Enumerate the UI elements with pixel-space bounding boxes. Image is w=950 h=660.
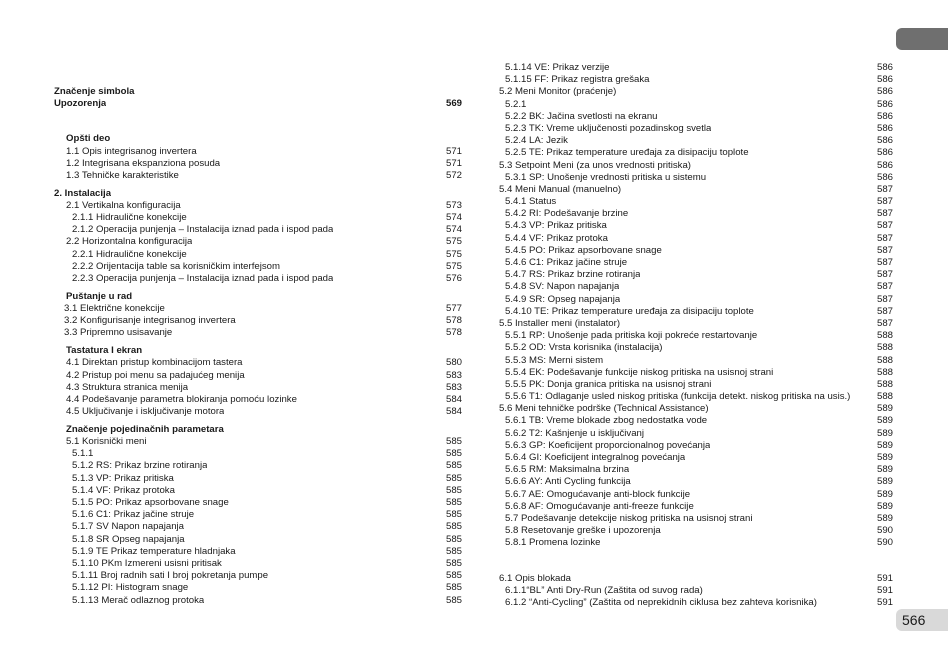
toc-entry-title: 5.8 Resetovanje greške i upozorenja	[505, 525, 661, 537]
toc-entry-title: 5.1.12 PI: Histogram snage	[72, 582, 189, 594]
toc-entry-page: 586	[876, 171, 893, 183]
toc-entry[interactable]	[499, 440, 893, 452]
toc-entry[interactable]	[54, 546, 462, 558]
toc-entry[interactable]	[54, 212, 462, 224]
toc-entry-title: 5.1.5 PO: Prikaz apsorbovane snage	[72, 497, 229, 508]
toc-entry[interactable]	[499, 294, 893, 306]
toc-entry-title: 5.4.7 RS: Prikaz brzine rotiranja	[505, 269, 641, 281]
toc-entry-page: 591	[876, 572, 893, 584]
toc-entry-page: 587	[876, 257, 893, 268]
toc-entry-page: 585	[445, 472, 462, 484]
toc-entry[interactable]	[54, 509, 462, 521]
toc-entry[interactable]	[54, 436, 462, 448]
toc-entry-page: 591	[876, 596, 893, 608]
toc-entry[interactable]	[499, 489, 893, 501]
toc-entry-page: 578	[445, 327, 462, 339]
toc-entry-page: 585	[445, 570, 462, 582]
toc-entry-title: 5.1.2 RS: Prikaz brzine rotiranja	[72, 460, 208, 472]
toc-entry-page: 586	[876, 135, 893, 147]
toc-entry[interactable]	[499, 257, 893, 269]
toc-entry-page: 587	[876, 183, 893, 195]
toc-entry[interactable]	[499, 355, 893, 367]
toc-entry[interactable]	[54, 460, 462, 472]
toc-entry[interactable]	[499, 208, 893, 220]
toc-entry[interactable]	[54, 327, 462, 339]
toc-heading[interactable]	[54, 345, 462, 357]
toc-entry-title: Upozorenja	[54, 98, 107, 110]
toc-entry-title: 5.6.8 AF: Omogućavanje anti-freeze funkcije	[505, 500, 694, 512]
toc-entry-title: 5.5.5 PK: Donja granica pritiska na usisnoj strani	[505, 378, 712, 390]
toc-entry-page: 586	[876, 110, 893, 122]
toc-entry-title: 5.5.3 MS: Merni sistem	[505, 354, 604, 366]
toc-entry[interactable]	[499, 184, 893, 196]
toc-entry-page: 585	[445, 582, 462, 594]
toc-entry[interactable]	[499, 525, 893, 537]
toc-entry-page: 587	[876, 281, 893, 293]
toc-entry[interactable]	[499, 147, 893, 159]
toc-entry-page: 589	[876, 488, 893, 500]
toc-entry[interactable]	[499, 573, 893, 585]
toc-entry-page: 589	[876, 427, 893, 439]
toc-entry-title: 5.1.11 Broj radnih sati I broj pokretanja pumpe	[72, 570, 269, 582]
toc-entry[interactable]	[499, 597, 893, 609]
toc-entry-title: 5.5.1 RP: Unošenje pada pritiska koji pokreće restartovanje	[505, 330, 758, 342]
toc-entry-title: 5.5.4 EK: Podešavanje funkcije niskog pritiska na usisnoj strani	[505, 366, 774, 378]
toc-entry-title: Opšti deo	[66, 133, 111, 145]
toc-spacer	[54, 110, 462, 133]
toc-entry[interactable]	[499, 537, 893, 549]
toc-entry-page: 587	[876, 208, 893, 220]
toc-entry[interactable]	[499, 585, 893, 597]
toc-entry-title: 5.1.14 VE: Prikaz verzije	[505, 62, 610, 73]
toc-entry-title: Značenje simbola	[54, 86, 135, 97]
toc-entry[interactable]	[54, 473, 462, 485]
toc-entry[interactable]	[499, 74, 893, 86]
toc-entry-title: 5.2.2 BK: Jačina svetlosti na ekranu	[505, 110, 658, 122]
toc-entry-title: 5.6.3 GP: Koeficijent proporcionalnog povećanja	[505, 439, 711, 451]
toc-entry-title: 5.6 Meni tehničke podrške (Technical Assistance)	[499, 403, 709, 415]
toc-entry-page: 585	[445, 533, 462, 545]
toc-entry[interactable]	[499, 330, 893, 342]
toc-entry-title: Značenje pojedinačnih parametara	[66, 423, 224, 435]
toc-entry-page: 586	[876, 147, 893, 159]
toc-entry-title: 3.2 Konfigurisanje integrisanog invertera	[64, 315, 236, 327]
toc-entry-title: 3.1 Električne konekcije	[64, 303, 165, 314]
toc-left-column	[54, 86, 462, 607]
toc-entry-title: 5.7 Podešavanje detekcije niskog pritiska na usisnoj strani	[505, 512, 753, 524]
toc-entry-page: 588	[876, 391, 893, 403]
toc-heading[interactable]	[54, 133, 462, 145]
toc-entry-title: 1.2 Integrisana ekspanziona posuda	[66, 157, 221, 169]
toc-entry-page: 585	[445, 460, 462, 472]
toc-entry-page: 569	[445, 98, 462, 110]
toc-entry-page: 587	[876, 244, 893, 256]
toc-entry[interactable]	[54, 406, 462, 418]
toc-entry-page: 587	[876, 269, 893, 281]
toc-entry-title: 4.5 Uključivanje i isključivanje motora	[66, 406, 225, 418]
toc-entry[interactable]	[54, 236, 462, 248]
toc-entry-page: 583	[445, 381, 462, 393]
toc-entry-page: 591	[876, 584, 893, 596]
toc-entry-title: 5.1.10 PKm Izmereni usisni pritisak	[72, 557, 222, 569]
toc-entry-title: 5.1.15 FF: Prikaz registra grešaka	[505, 74, 650, 86]
toc-entry-title: 5.6.5 RM: Maksimalna brzina	[505, 464, 630, 476]
toc-entry-title: 2.2.1 Hidraulične konekcije	[72, 248, 187, 260]
toc-entry-title: 5.6.2 T2: Kašnjenje u isključivanj	[505, 427, 645, 439]
toc-entry-title: 5.2 Meni Monitor (praćenje)	[499, 86, 617, 98]
toc-entry-page: 587	[876, 196, 893, 208]
toc-entry-page: 588	[876, 354, 893, 366]
toc-entry-title: 5.2.5 TE: Prikaz temperature uređaja za disipaciju toplote	[505, 147, 749, 159]
toc-entry-page: 587	[876, 220, 893, 232]
toc-entry-page: 589	[876, 403, 893, 415]
toc-entry-title: 4.4 Podešavanje parametra blokiranja pomoću lozinke	[66, 393, 297, 405]
toc-entry-page: 589	[876, 439, 893, 451]
toc-entry-title: 5.4.8 SV: Napon napajanja	[505, 281, 620, 293]
toc-entry[interactable]	[499, 233, 893, 245]
toc-entry[interactable]	[499, 452, 893, 464]
toc-entry[interactable]	[499, 281, 893, 293]
toc-entry-title: 2.2.3 Operacija punjenja – Instalacija iznad pada i ispod pada	[72, 273, 334, 285]
toc-entry[interactable]	[499, 220, 893, 232]
toc-entry-title: 5.2.3 TK: Vreme uključenosti pozadinskog svetla	[505, 122, 712, 134]
toc-entry-title: 5.2.4 LA: Jezik	[505, 135, 568, 147]
toc-entry-title: 5.4.2 RI: Podešavanje brzine	[505, 208, 629, 220]
toc-entry-title: 5.6.1 TB: Vreme blokade zbog nedostatka vode	[505, 415, 708, 427]
toc-entry-page: 584	[445, 393, 462, 405]
toc-entry[interactable]	[54, 224, 462, 236]
toc-entry-title: 5.4.3 VP: Prikaz pritiska	[505, 220, 607, 232]
toc-entry[interactable]	[499, 306, 893, 318]
toc-entry-page: 589	[876, 415, 893, 427]
toc-entry[interactable]	[54, 303, 462, 315]
toc-heading[interactable]	[54, 291, 462, 303]
toc-entry-page: 575	[445, 260, 462, 272]
toc-entry[interactable]	[499, 269, 893, 281]
toc-entry[interactable]	[499, 99, 893, 111]
toc-entry-title: 5.1 Korisnički meni	[66, 436, 147, 448]
toc-entry[interactable]	[499, 476, 893, 488]
toc-entry-page: 586	[876, 74, 893, 86]
toc-entry[interactable]	[54, 370, 462, 382]
toc-entry-title: 4.1 Direktan pristup kombinacijom tastera	[66, 357, 243, 369]
toc-heading[interactable]	[54, 188, 462, 200]
toc-entry-page: 574	[445, 224, 462, 236]
toc-entry-title: 5.4 Meni Manual (manuelno)	[499, 183, 622, 195]
toc-entry-title: 1.3 Tehničke karakteristike	[66, 169, 179, 181]
toc-entry-title: 5.1.6 C1: Prikaz jačine struje	[72, 509, 195, 521]
toc-entry-page: 585	[445, 545, 462, 557]
toc-entry-page: 575	[445, 236, 462, 248]
toc-entry-page: 589	[876, 476, 893, 488]
toc-entry[interactable]	[499, 245, 893, 257]
toc-entry[interactable]	[499, 379, 893, 391]
toc-entry-title: 5.2.1	[505, 98, 527, 110]
toc-entry-page: 574	[445, 212, 462, 224]
toc-entry[interactable]	[54, 249, 462, 261]
toc-entry-page: 585	[445, 521, 462, 533]
toc-entry[interactable]	[54, 146, 462, 158]
toc-entry[interactable]	[54, 521, 462, 533]
toc-entry[interactable]	[54, 158, 462, 170]
toc-entry[interactable]	[499, 501, 893, 513]
toc-entry-page: 585	[445, 436, 462, 448]
toc-entry-page: 587	[876, 305, 893, 317]
toc-entry[interactable]	[54, 200, 462, 212]
toc-entry[interactable]	[54, 485, 462, 497]
toc-entry[interactable]	[54, 448, 462, 460]
toc-entry-page: 571	[445, 157, 462, 169]
toc-entry-page: 585	[445, 484, 462, 496]
toc-entry[interactable]	[54, 273, 462, 285]
toc-entry[interactable]	[54, 570, 462, 582]
toc-entry-title: 1.1 Opis integrisanog invertera	[66, 145, 197, 157]
toc-entry-page: 585	[445, 594, 462, 606]
toc-entry-title: 2.1.2 Operacija punjenja – Instalacija iznad pada i ispod pada	[72, 224, 334, 236]
toc-entry-page: 588	[876, 330, 893, 342]
toc-entry[interactable]	[54, 315, 462, 327]
toc-entry-title: 4.3 Struktura stranica menija	[66, 381, 189, 393]
toc-entry-page: 587	[876, 293, 893, 305]
toc-entry[interactable]	[499, 428, 893, 440]
toc-entry-title: 5.1.8 SR Opseg napajanja	[72, 533, 185, 545]
toc-entry-title: 3.3 Pripremno usisavanje	[64, 327, 173, 339]
toc-entry[interactable]	[499, 367, 893, 379]
toc-entry-title: 5.4.5 PO: Prikaz apsorbovane snage	[505, 244, 662, 256]
toc-entry[interactable]	[499, 135, 893, 147]
toc-entry[interactable]	[499, 196, 893, 208]
toc-entry-title: 5.1.4 VF: Prikaz protoka	[72, 484, 175, 496]
toc-heading[interactable]	[54, 424, 462, 436]
toc-entry-page: 585	[445, 497, 462, 508]
toc-entry-title: 5.1.3 VP: Prikaz pritiska	[72, 472, 174, 484]
toc-entry-page: 589	[876, 452, 893, 463]
toc-entry-title: 5.6.4 GI: Koeficijent integralnog povećanja	[505, 452, 686, 463]
toc-entry-title: Tastatura I ekran	[66, 345, 143, 357]
chapter-tab-marker	[896, 28, 948, 50]
toc-entry-title: 2.1.1 Hidraulične konekcije	[72, 212, 187, 224]
toc-entry-page: 588	[876, 378, 893, 390]
toc-entry-title: 5.1.9 TE Prikaz temperature hladnjaka	[72, 545, 236, 557]
toc-entry-page: 577	[445, 303, 462, 314]
toc-heading[interactable]	[54, 86, 462, 98]
toc-entry[interactable]	[54, 261, 462, 273]
toc-entry-page: 587	[876, 232, 893, 244]
toc-entry-title: 5.8.1 Promena lozinke	[505, 537, 601, 549]
toc-entry-page: 586	[876, 98, 893, 110]
toc-entry[interactable]	[54, 497, 462, 509]
toc-entry-title: 5.1.13 Merač odlaznog protoka	[72, 594, 205, 606]
toc-entry[interactable]	[54, 170, 462, 182]
toc-heading[interactable]	[54, 98, 462, 110]
toc-entry-page: 585	[445, 448, 462, 460]
toc-entry[interactable]	[499, 464, 893, 476]
toc-entry-title: Puštanje u rad	[66, 290, 133, 302]
toc-entry[interactable]	[499, 172, 893, 184]
toc-entry-page: 587	[876, 317, 893, 329]
toc-entry-page: 572	[445, 169, 462, 181]
toc-entry-page: 589	[876, 512, 893, 524]
toc-entry-title: 5.4.10 TE: Prikaz temperature uređaja za disipaciju toplote	[505, 305, 754, 317]
toc-entry-title: 2.1 Vertikalna konfiguracija	[66, 199, 181, 211]
toc-entry[interactable]	[499, 342, 893, 354]
toc-entry-title: 2.2.2 Orijentacija table sa korisničkim interfejsom	[72, 260, 280, 272]
toc-entry[interactable]	[54, 582, 462, 594]
toc-entry-title: 2.2 Horizontalna konfiguracija	[66, 236, 193, 248]
toc-entry-page: 588	[876, 366, 893, 378]
toc-entry[interactable]	[499, 111, 893, 123]
toc-entry-page: 583	[445, 369, 462, 381]
toc-entry-page: 590	[876, 525, 893, 537]
toc-entry-title: 5.5 Installer meni (instalator)	[499, 317, 621, 329]
toc-spacer	[499, 550, 893, 573]
toc-entry-title: 5.1.1	[72, 448, 94, 460]
toc-entry[interactable]	[499, 403, 893, 415]
toc-entry[interactable]	[54, 357, 462, 369]
toc-entry[interactable]	[499, 123, 893, 135]
toc-entry[interactable]	[499, 86, 893, 98]
toc-entry-page: 584	[445, 406, 462, 418]
toc-entry-page: 580	[445, 357, 462, 369]
toc-entry-page: 575	[445, 248, 462, 260]
toc-entry-title: 5.6.6 AY: Anti Cycling funkcija	[505, 476, 631, 488]
toc-entry-page: 586	[876, 86, 893, 98]
page-number: 566	[896, 609, 948, 631]
toc-entry-title: 5.4.4 VF: Prikaz protoka	[505, 232, 608, 244]
toc-entry-title: 5.4.1 Status	[505, 196, 557, 208]
toc-entry[interactable]	[499, 513, 893, 525]
toc-entry-page: 585	[445, 509, 462, 521]
toc-entry[interactable]	[54, 534, 462, 546]
toc-entry-page: 578	[445, 315, 462, 327]
toc-entry-title: 6.1.2 “Anti-Cycling” (Zaštita od neprekidnih ciklusa bez zahteva korisnika)	[505, 596, 817, 608]
toc-entry-title: 5.5.6 T1: Odlaganje usled niskog pritiska (funkcija detekt. niskog pritiska na usis.)	[505, 391, 851, 403]
toc-entry[interactable]	[499, 318, 893, 330]
toc-entry-title: 6.1.1“BL” Anti Dry-Run (Zaštita od suvog rada)	[505, 584, 703, 596]
toc-entry[interactable]	[54, 382, 462, 394]
toc-entry-page: 589	[876, 464, 893, 476]
toc-entry-page: 590	[876, 537, 893, 549]
toc-entry-title: 5.4.9 SR: Opseg napajanja	[505, 293, 621, 305]
toc-right-column	[499, 62, 893, 609]
toc-entry-title: 5.5.2 OD: Vrsta korisnika (instalacija)	[505, 342, 663, 354]
toc-entry-title: 5.1.7 SV Napon napajanja	[72, 521, 185, 533]
toc-entry-page: 586	[876, 122, 893, 134]
toc-entry-title: 5.4.6 C1: Prikaz jačine struje	[505, 257, 628, 268]
toc-entry[interactable]	[54, 595, 462, 607]
toc-entry-title: 4.2 Pristup poi menu sa padajućeg menija	[66, 369, 245, 381]
toc-entry-title: 6.1 Opis blokada	[499, 572, 571, 584]
toc-entry-title: 5.3.1 SP: Unošenje vrednosti pritiska u sistemu	[505, 171, 707, 183]
toc-entry[interactable]	[499, 62, 893, 74]
toc-entry-title: 5.6.7 AE: Omogućavanje anti-block funkcije	[505, 488, 691, 500]
toc-entry-page: 576	[445, 273, 462, 285]
toc-entry-title: 5.3 Setpoint Meni (za unos vrednosti pritiska)	[499, 159, 691, 171]
toc-entry[interactable]	[499, 415, 893, 427]
toc-entry-page: 573	[445, 199, 462, 211]
toc-entry[interactable]	[54, 394, 462, 406]
toc-entry-page: 571	[445, 145, 462, 157]
toc-entry[interactable]	[499, 160, 893, 172]
toc-entry-page: 586	[876, 159, 893, 171]
toc-entry[interactable]	[499, 391, 893, 403]
toc-entry-page: 588	[876, 342, 893, 354]
toc-entry[interactable]	[54, 558, 462, 570]
toc-entry-page: 585	[445, 557, 462, 569]
toc-entry-page: 589	[876, 500, 893, 512]
toc-entry-title: 2. Instalacija	[54, 187, 112, 199]
toc-entry-page: 586	[876, 62, 893, 73]
